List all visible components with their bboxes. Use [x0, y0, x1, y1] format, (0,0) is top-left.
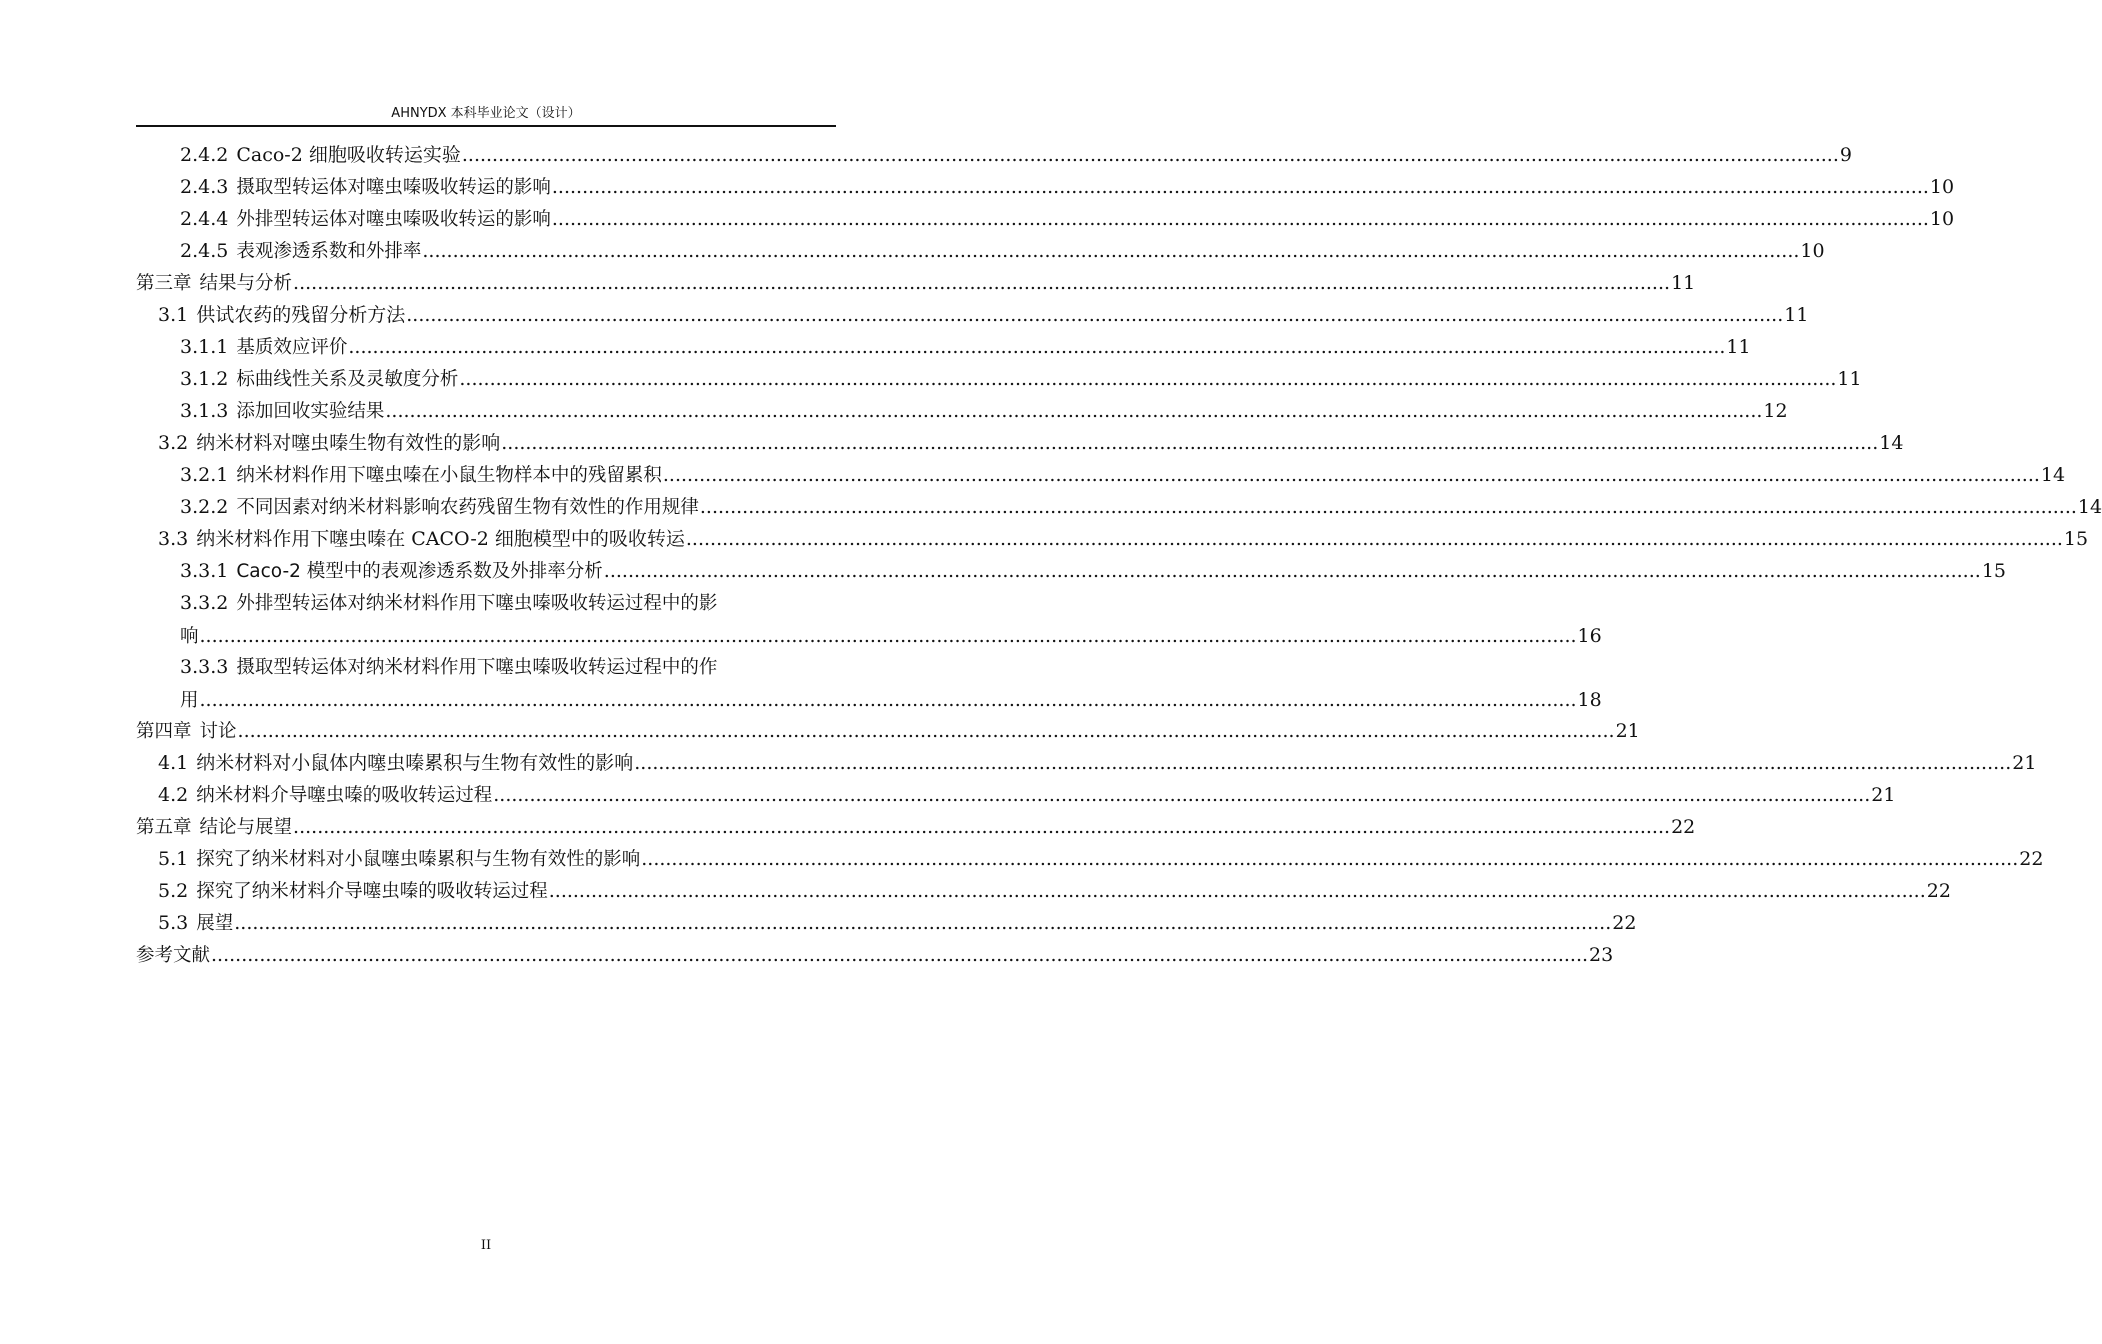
toc-entry-number: 3.2: [158, 432, 189, 454]
toc-entry-title: 标曲线性关系及灵敏度分析: [236, 369, 459, 390]
toc-entry[interactable]: [136, 555, 2006, 587]
toc-entry-title-continued: 响: [180, 626, 199, 647]
toc-section-entry[interactable]: [136, 299, 1809, 331]
toc-entry-page: 15: [2063, 528, 2089, 550]
toc-entry[interactable]: [136, 363, 1862, 395]
toc-section-entry[interactable]: [136, 523, 2089, 555]
toc-entry-page: 23: [1589, 944, 1614, 966]
toc-section-entry[interactable]: [136, 843, 2044, 875]
toc-entry-page: 21: [1871, 784, 1896, 806]
toc-entry[interactable]: [136, 171, 1955, 203]
toc-entry[interactable]: [136, 395, 1788, 427]
toc-leader-dots: [200, 684, 1577, 716]
toc-entry-number: 3.3.2: [180, 592, 229, 614]
toc-entry-number: 2.4.2: [180, 144, 229, 166]
toc-chapter-entry[interactable]: [136, 715, 1640, 747]
toc-chapter-entry[interactable]: [136, 267, 1696, 299]
toc-entry-number: 第四章: [136, 721, 192, 742]
toc-leader-dots: [422, 235, 1799, 267]
toc-section-entry[interactable]: [136, 747, 2037, 779]
toc-entry-page: 10: [1800, 240, 1825, 262]
toc-leader-dots: [211, 939, 1588, 971]
toc-entry-title: 摄取型转运体对纳米材料作用下噻虫嗪吸收转运过程中的作: [236, 657, 718, 678]
toc-chapter-entry[interactable]: [136, 939, 1614, 971]
toc-entry-number: 2.4.5: [180, 240, 229, 262]
toc-entry[interactable]: [136, 235, 1825, 267]
toc-entry-title: 外排型转运体对噻虫嗪吸收转运的影响: [236, 209, 551, 230]
toc-section-entry[interactable]: [136, 907, 1637, 939]
toc-chapter-entry[interactable]: [136, 811, 1696, 843]
toc-entry-page: 12: [1763, 400, 1788, 422]
toc-leader-dots: [641, 843, 2018, 875]
table-of-contents: [136, 139, 2102, 971]
toc-entry-title: 结论与展望: [199, 817, 293, 838]
toc-entry-number: 2.4.3: [180, 176, 229, 198]
toc-entry-number: 4.2: [158, 784, 189, 806]
toc-entry[interactable]: [136, 491, 2102, 523]
toc-entry-page: 14: [2040, 464, 2066, 486]
toc-entry-number: 3.2.2: [180, 496, 229, 518]
toc-leader-dots: [663, 459, 2040, 491]
toc-entry-page: 11: [1671, 272, 1696, 294]
toc-leader-dots: [462, 139, 1839, 171]
toc-entry-number: 3.1.1: [180, 336, 229, 358]
toc-entry-title: 外排型转运体对纳米材料作用下噻虫嗪吸收转运过程中的影: [236, 593, 718, 614]
toc-entry[interactable]: [136, 203, 1955, 235]
toc-entry-title: Caco-2 细胞吸收转运实验: [236, 144, 461, 166]
toc-entry-page: 9: [1839, 144, 1852, 166]
toc-leader-dots: [634, 747, 2011, 779]
toc-entry-title: 讨论: [199, 721, 237, 742]
toc-leader-dots: [238, 715, 1615, 747]
toc-leader-dots: [293, 811, 1670, 843]
toc-leader-dots: [293, 267, 1670, 299]
toc-leader-dots: [501, 427, 1878, 459]
toc-entry-number: 3.3: [158, 528, 189, 550]
toc-leader-dots: [200, 620, 1577, 652]
toc-leader-dots: [348, 331, 1725, 363]
toc-entry-title: 摄取型转运体对噻虫嗪吸收转运的影响: [236, 177, 551, 198]
toc-entry-title: Caco-2 模型中的表观渗透系数及外排率分析: [236, 561, 603, 582]
toc-entry-page: 22: [1926, 880, 1951, 902]
toc-entry-page: 21: [2012, 752, 2037, 774]
toc-entry-page: 21: [1615, 720, 1640, 742]
toc-entry-number: 第五章: [136, 817, 192, 838]
toc-entry-title: 表观渗透系数和外排率: [236, 241, 422, 262]
toc-entry-number: 第三章: [136, 273, 192, 294]
toc-entry-title: 结果与分析: [199, 273, 293, 294]
toc-entry-title: 展望: [196, 913, 234, 934]
toc-entry-page: 11: [1784, 304, 1809, 326]
page-number: II: [480, 1238, 492, 1253]
toc-entry-number: 3.1.3: [180, 400, 229, 422]
toc-entry-page: 15: [1981, 560, 2006, 582]
toc-leader-dots: [549, 875, 1926, 907]
toc-entry-title-continued: 用: [180, 690, 199, 711]
toc-entry-title: 纳米材料对小鼠体内噻虫嗪累积与生物有效性的影响: [196, 752, 634, 774]
toc-entry-page: 22: [1612, 912, 1637, 934]
toc-entry-number: 5.3: [158, 912, 189, 934]
toc-entry-number: 5.1: [158, 848, 189, 870]
toc-entry-number: 2.4.4: [180, 208, 229, 230]
toc-entry-page: 11: [1837, 368, 1862, 390]
toc-section-entry[interactable]: [136, 779, 1896, 811]
toc-entry-title: 探究了纳米材料对小鼠噻虫嗪累积与生物有效性的影响: [196, 849, 641, 870]
toc-entry[interactable]: [136, 331, 1751, 363]
toc-entry-page: 22: [1671, 816, 1696, 838]
toc-leader-dots: [686, 523, 2063, 555]
toc-entry-page: 14: [2077, 496, 2102, 518]
toc-entry-number: 3.1.2: [180, 368, 229, 390]
toc-entry-title: 基质效应评价: [236, 337, 348, 358]
toc-entry[interactable]: [136, 587, 1602, 651]
toc-section-entry[interactable]: [136, 875, 1951, 907]
toc-section-entry[interactable]: [136, 427, 1904, 459]
toc-entry-title: 供试农药的残留分析方法: [196, 304, 406, 326]
toc-entry-title: 纳米材料介导噻虫嗪的吸收转运过程: [196, 785, 493, 806]
toc-entry-title: 纳米材料作用下噻虫嗪在小鼠生物样本中的残留累积: [236, 465, 662, 486]
toc-leader-dots: [406, 299, 1783, 331]
page-header: AHNYDX 本科毕业论文（设计）: [391, 106, 581, 121]
toc-entry-number: 4.1: [158, 752, 189, 774]
toc-entry-number: 3.2.1: [180, 464, 229, 486]
toc-entry-number: 3.1: [158, 304, 189, 326]
toc-entry-title: 添加回收实验结果: [236, 401, 385, 422]
toc-entry-number: 5.2: [158, 880, 189, 902]
toc-entry-title: 参考文献: [136, 945, 211, 966]
toc-entry-number: 3.3.1: [180, 560, 229, 582]
toc-entry-page: 10: [1929, 208, 1955, 230]
toc-leader-dots: [385, 395, 1762, 427]
toc-entry-number: 3.3.3: [180, 656, 229, 678]
toc-leader-dots: [234, 907, 1611, 939]
toc-leader-dots: [604, 555, 1981, 587]
toc-entry-title: 不同因素对纳米材料影响农药残留生物有效性的作用规律: [236, 497, 699, 518]
toc-entry-title: 探究了纳米材料介导噻虫嗪的吸收转运过程: [196, 881, 548, 902]
toc-entry[interactable]: [136, 139, 1852, 171]
toc-entry[interactable]: [136, 459, 2066, 491]
toc-entry-title: 纳米材料对噻虫嗪生物有效性的影响: [196, 432, 501, 454]
toc-leader-dots: [552, 171, 1929, 203]
toc-leader-dots: [552, 203, 1929, 235]
toc-entry[interactable]: [136, 651, 1602, 715]
header-rule: [136, 125, 836, 127]
toc-leader-dots: [700, 491, 2077, 523]
toc-entry-page: 14: [1879, 432, 1904, 454]
toc-entry-page: 18: [1577, 689, 1602, 711]
toc-entry-page: 11: [1726, 336, 1751, 358]
toc-leader-dots: [459, 363, 1836, 395]
toc-entry-page: 10: [1929, 176, 1955, 198]
toc-entry-page: 16: [1577, 625, 1602, 647]
toc-entry-page: 22: [2019, 848, 2044, 870]
toc-entry-title: 纳米材料作用下噻虫嗪在 CACO-2 细胞模型中的吸收转运: [196, 528, 685, 550]
toc-leader-dots: [493, 779, 1870, 811]
